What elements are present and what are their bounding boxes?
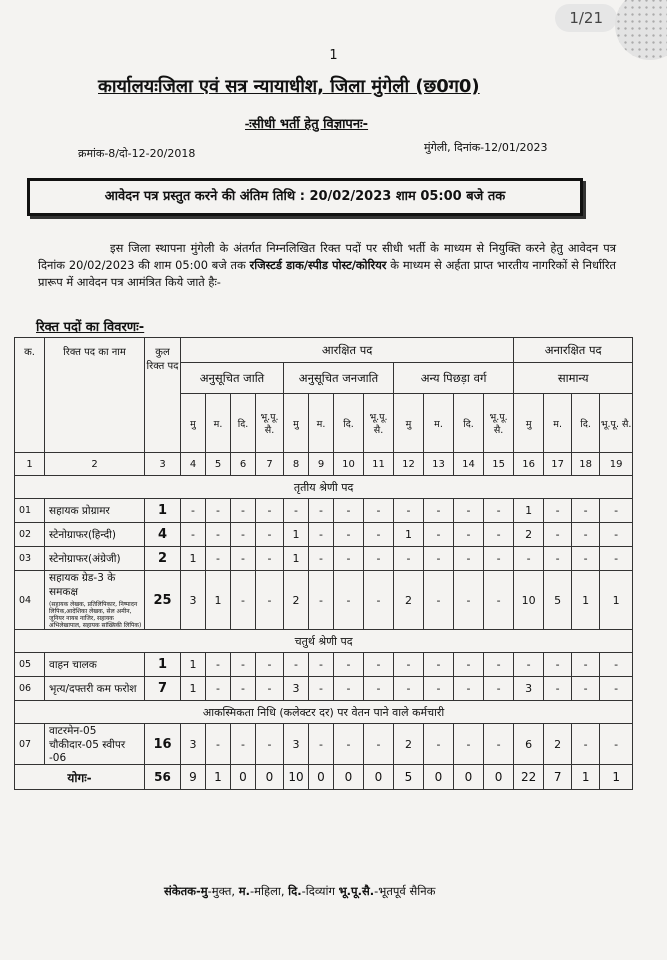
row-total: 1 — [145, 653, 181, 677]
legend-key: दि. — [288, 884, 302, 898]
row-total: 1 — [145, 499, 181, 523]
row-sno: 01 — [15, 499, 45, 523]
row-cell: - — [572, 724, 600, 765]
total-cell: 22 — [514, 765, 544, 790]
row-cell: - — [544, 547, 572, 571]
row-cell: 3 — [284, 724, 309, 765]
row-cell: - — [484, 677, 514, 701]
page-indicator: 1/21 — [555, 4, 617, 32]
column-number: 15 — [484, 453, 514, 476]
row-cell: - — [454, 724, 484, 765]
row-cell: - — [334, 499, 364, 523]
legend-text: -दिव्यांग — [301, 884, 339, 898]
row-cell: - — [454, 499, 484, 523]
subheader-cell: दि. — [334, 394, 364, 453]
column-number: 8 — [284, 453, 309, 476]
total-cell: 0 — [484, 765, 514, 790]
row-cell: - — [309, 677, 334, 701]
total-cell: 1 — [572, 765, 600, 790]
row-cell: - — [544, 677, 572, 701]
row-cell: 10 — [514, 571, 544, 630]
subheader-cell: म. — [206, 394, 231, 453]
header-post-name: रिक्त पद का नाम — [45, 338, 145, 453]
column-number: 11 — [364, 453, 394, 476]
row-cell: - — [334, 547, 364, 571]
column-number: 17 — [544, 453, 572, 476]
row-post-name — [45, 571, 145, 630]
legend-text: -महिला, — [249, 884, 289, 898]
header-total: कुल रिक्त पद — [145, 338, 181, 453]
row-cell: - — [231, 523, 256, 547]
intro-paragraph — [38, 240, 616, 291]
row-cell: - — [454, 523, 484, 547]
total-cell: 0 — [334, 765, 364, 790]
row-cell: - — [334, 523, 364, 547]
row-cell: - — [364, 547, 394, 571]
column-number: 19 — [600, 453, 633, 476]
column-number: 14 — [454, 453, 484, 476]
table-row — [15, 724, 633, 765]
column-number: 5 — [206, 453, 231, 476]
row-cell: - — [256, 571, 284, 630]
total-cell: 0 — [454, 765, 484, 790]
subheader-cell: मु — [284, 394, 309, 453]
column-number: 2 — [45, 453, 145, 476]
column-number: 4 — [181, 453, 206, 476]
row-post-name — [45, 653, 145, 677]
row-cell: - — [424, 724, 454, 765]
table-row — [15, 653, 633, 677]
row-cell: 2 — [544, 724, 572, 765]
row-cell: - — [394, 653, 424, 677]
row-cell: - — [181, 523, 206, 547]
row-cell: - — [256, 653, 284, 677]
legend — [164, 884, 435, 899]
row-post-name — [45, 724, 145, 765]
row-cell: 1 — [181, 677, 206, 701]
post-name-text: सहायक ग्रेड-3 के समकक्ष — [49, 572, 116, 598]
legend-text: -मुक्त, — [207, 884, 239, 898]
row-total: 16 — [145, 724, 181, 765]
section-heading: रिक्त पदों का विवरणः- — [36, 320, 145, 335]
row-cell: - — [600, 677, 633, 701]
column-number: 6 — [231, 453, 256, 476]
row-cell: - — [206, 677, 231, 701]
row-cell: - — [364, 523, 394, 547]
row-cell: - — [284, 653, 309, 677]
row-cell: 5 — [544, 571, 572, 630]
row-cell: 1 — [284, 547, 309, 571]
total-cell: 1 — [600, 765, 633, 790]
row-cell: - — [364, 724, 394, 765]
category-contingency: आकस्मिकता निधि (कलेक्टर दर) पर वेतन पाने वाले कर्मचारी — [15, 701, 633, 724]
row-total: 7 — [145, 677, 181, 701]
row-cell: - — [484, 571, 514, 630]
legend-key: भू.पू.सै. — [338, 884, 375, 898]
subheader-cell: दि. — [572, 394, 600, 453]
row-cell: - — [600, 499, 633, 523]
row-cell: - — [309, 499, 334, 523]
row-cell: - — [256, 499, 284, 523]
row-cell: - — [424, 653, 454, 677]
subheader-cell: भू.पू. सै. — [484, 394, 514, 453]
row-cell: - — [600, 724, 633, 765]
intro-text-bold: रजिस्टर्ड डाक/स्पीड पोस्ट/कोरियर — [249, 258, 387, 272]
column-number: 18 — [572, 453, 600, 476]
row-cell: - — [484, 523, 514, 547]
row-cell: 1 — [572, 571, 600, 630]
row-cell: - — [572, 677, 600, 701]
row-cell: - — [394, 547, 424, 571]
row-cell: - — [334, 677, 364, 701]
column-number: 1 — [15, 453, 45, 476]
table-row — [15, 499, 633, 523]
row-cell: - — [231, 677, 256, 701]
row-cell: - — [484, 547, 514, 571]
post-name-text: सहायक प्रोग्रामर — [49, 504, 110, 517]
row-cell: - — [181, 499, 206, 523]
row-cell: - — [454, 653, 484, 677]
row-cell: - — [600, 523, 633, 547]
row-cell: - — [484, 499, 514, 523]
column-number: 10 — [334, 453, 364, 476]
row-cell: - — [600, 653, 633, 677]
row-cell: - — [231, 653, 256, 677]
row-cell: - — [484, 724, 514, 765]
row-cell: 2 — [514, 523, 544, 547]
post-name-text: भृत्य/दफ्तरी कम फरोश — [49, 682, 137, 695]
row-cell: - — [454, 571, 484, 630]
intro-text-1: इस जिला स्थापना मुंगेली के अंतर्गत निम्नलिखित रिक्त पदों पर सीधी भर्ती के माध्यम से नियुक्ति करने हेतु आवेदन पत्र दिनांक 20/02/2023 की शाम 05:00 बजे तक — [38, 241, 616, 272]
row-cell: - — [394, 677, 424, 701]
header-sc: अनुसूचित जाति — [181, 363, 284, 394]
total-cell: 0 — [231, 765, 256, 790]
row-total: 2 — [145, 547, 181, 571]
row-cell: - — [600, 547, 633, 571]
row-total: 4 — [145, 523, 181, 547]
column-number: 16 — [514, 453, 544, 476]
legend-prefix: संकेतक- — [164, 884, 201, 898]
header-obc: अन्य पिछड़ा वर्ग — [394, 363, 514, 394]
row-sno: 03 — [15, 547, 45, 571]
total-row — [15, 765, 633, 790]
legend-key: मु — [200, 884, 208, 898]
intro-text-2: के माध्यम से अर्हता प्राप्त भारतीय नागरिकों से निर्धारित प्रारूप में आवेदन पत्र आमंत्रित किये जाते हैः- — [38, 258, 617, 289]
row-cell: - — [484, 653, 514, 677]
category-third: तृतीय श्रेणी पद — [15, 476, 633, 499]
row-cell: - — [364, 653, 394, 677]
vacancy-table — [14, 337, 633, 790]
total-cell: 7 — [544, 765, 572, 790]
subheader-cell: दि. — [454, 394, 484, 453]
total-label: योगः- — [15, 765, 145, 790]
subheader-cell: मु — [181, 394, 206, 453]
row-cell: - — [572, 653, 600, 677]
row-cell: 1 — [394, 523, 424, 547]
row-cell: - — [544, 523, 572, 547]
row-cell: - — [231, 724, 256, 765]
category-fourth: चतुर्थ श्रेणी पद — [15, 630, 633, 653]
row-cell: 1 — [181, 653, 206, 677]
legend-key: म. — [238, 884, 250, 898]
row-cell: - — [424, 499, 454, 523]
row-cell: - — [309, 724, 334, 765]
row-cell: - — [206, 653, 231, 677]
subheader-cell: म. — [309, 394, 334, 453]
row-cell: - — [364, 677, 394, 701]
header-st: अनुसूचित जनजाति — [284, 363, 394, 394]
subheader-cell: भू.पू. सै. — [600, 394, 633, 453]
row-cell: 1 — [514, 499, 544, 523]
office-title: कार्यालयःजिला एवं सत्र न्यायाधीश, जिला मुंगेली (छ0ग0) — [98, 76, 480, 97]
row-cell: - — [514, 653, 544, 677]
row-cell: - — [544, 653, 572, 677]
row-cell: - — [309, 523, 334, 547]
table-row — [15, 571, 633, 630]
row-sno: 07 — [15, 724, 45, 765]
row-cell: - — [256, 547, 284, 571]
header-reserved: आरक्षित पद — [181, 338, 514, 363]
column-number: 9 — [309, 453, 334, 476]
subheader-cell: म. — [424, 394, 454, 453]
row-cell: - — [572, 523, 600, 547]
row-cell: 2 — [394, 571, 424, 630]
legend-text: -भूतपूर्व सैनिक — [374, 884, 436, 898]
row-cell: - — [256, 677, 284, 701]
row-cell: 2 — [394, 724, 424, 765]
subheader-cell: भू.पू. सै. — [256, 394, 284, 453]
row-cell: 6 — [514, 724, 544, 765]
row-cell: - — [424, 571, 454, 630]
row-cell: 3 — [284, 677, 309, 701]
row-cell: - — [206, 523, 231, 547]
total-cell: 0 — [364, 765, 394, 790]
row-cell: - — [231, 571, 256, 630]
column-number: 13 — [424, 453, 454, 476]
row-cell: - — [256, 523, 284, 547]
row-cell: - — [424, 547, 454, 571]
column-number: 7 — [256, 453, 284, 476]
total-cell: 0 — [256, 765, 284, 790]
subheader-cell: भू.पू. सै. — [364, 394, 394, 453]
row-cell: 1 — [181, 547, 206, 571]
row-cell: 1 — [600, 571, 633, 630]
row-cell: - — [256, 724, 284, 765]
row-cell: - — [206, 724, 231, 765]
row-post-name — [45, 677, 145, 701]
total-cell: 5 — [394, 765, 424, 790]
reference-number: क्रमांक-8/दो-12-20/2018 — [78, 147, 196, 160]
row-cell: - — [334, 571, 364, 630]
row-cell: - — [309, 571, 334, 630]
column-number: 12 — [394, 453, 424, 476]
row-cell: - — [309, 547, 334, 571]
post-name-text: स्टेनोग्राफर(अंग्रेजी) — [49, 552, 121, 565]
row-sno: 05 — [15, 653, 45, 677]
row-cell: 1 — [206, 571, 231, 630]
row-cell: - — [206, 547, 231, 571]
subheader-cell: मु — [394, 394, 424, 453]
total-cell: 1 — [206, 765, 231, 790]
page-number: 1 — [329, 48, 338, 63]
row-cell: 1 — [284, 523, 309, 547]
deadline-box: आवेदन पत्र प्रस्तुत करने की अंतिम तिथि : 20/02/2023 शाम 05:00 बजे तक — [27, 178, 583, 216]
row-sno: 06 — [15, 677, 45, 701]
row-cell: - — [514, 547, 544, 571]
row-sno: 04 — [15, 571, 45, 630]
row-cell: 2 — [284, 571, 309, 630]
row-sno: 02 — [15, 523, 45, 547]
row-cell: - — [334, 724, 364, 765]
row-cell: - — [364, 499, 394, 523]
row-total: 25 — [145, 571, 181, 630]
row-cell: - — [572, 499, 600, 523]
row-post-name — [45, 499, 145, 523]
row-cell: - — [454, 677, 484, 701]
total-cell: 9 — [181, 765, 206, 790]
total-cell: 0 — [309, 765, 334, 790]
row-cell: - — [364, 571, 394, 630]
post-name-note: (सहायक लेखक, प्रतिलिपिकार, निष्पादन लिपिक,आदेशिका लेखक, सेल अमीन, जूनियर नायब नाजिर, सहायक अभिलेखापाल, सहायक सांख्यिकी लिपिक) — [49, 601, 142, 629]
row-cell: - — [284, 499, 309, 523]
total-cell: 0 — [424, 765, 454, 790]
issue-date: मुंगेली, दिनांक-12/01/2023 — [424, 141, 548, 154]
row-cell: - — [424, 677, 454, 701]
subheader-cell: म. — [544, 394, 572, 453]
column-number-row — [15, 453, 633, 476]
header-sno: क. — [15, 338, 45, 453]
row-cell: - — [309, 653, 334, 677]
table-row — [15, 547, 633, 571]
row-cell: - — [231, 547, 256, 571]
total-cell: 10 — [284, 765, 309, 790]
row-cell: - — [231, 499, 256, 523]
post-name-text: वाटरमेन-05 चौकीदार-05 स्वीपर -06 — [49, 725, 126, 764]
post-name-text: वाहन चालक — [49, 658, 97, 671]
table-row — [15, 523, 633, 547]
header-unreserved: अनारक्षित पद — [514, 338, 633, 363]
row-post-name — [45, 523, 145, 547]
row-cell: 3 — [514, 677, 544, 701]
header-general: सामान्य — [514, 363, 633, 394]
table-row — [15, 677, 633, 701]
row-cell: - — [206, 499, 231, 523]
post-name-text: स्टेनोग्राफर(हिन्दी) — [49, 528, 116, 541]
row-cell: - — [424, 523, 454, 547]
column-number: 3 — [145, 453, 181, 476]
row-cell: 3 — [181, 571, 206, 630]
row-cell: - — [572, 547, 600, 571]
subheader-cell: दि. — [231, 394, 256, 453]
subheader-cell: मु — [514, 394, 544, 453]
row-cell: - — [454, 547, 484, 571]
row-cell: - — [544, 499, 572, 523]
row-cell: 3 — [181, 724, 206, 765]
row-cell: - — [394, 499, 424, 523]
row-cell: - — [334, 653, 364, 677]
total-value: 56 — [145, 765, 181, 790]
row-post-name — [45, 547, 145, 571]
advertisement-subtitle: -ःसीधी भर्ती हेतु विज्ञापनः- — [245, 117, 369, 132]
